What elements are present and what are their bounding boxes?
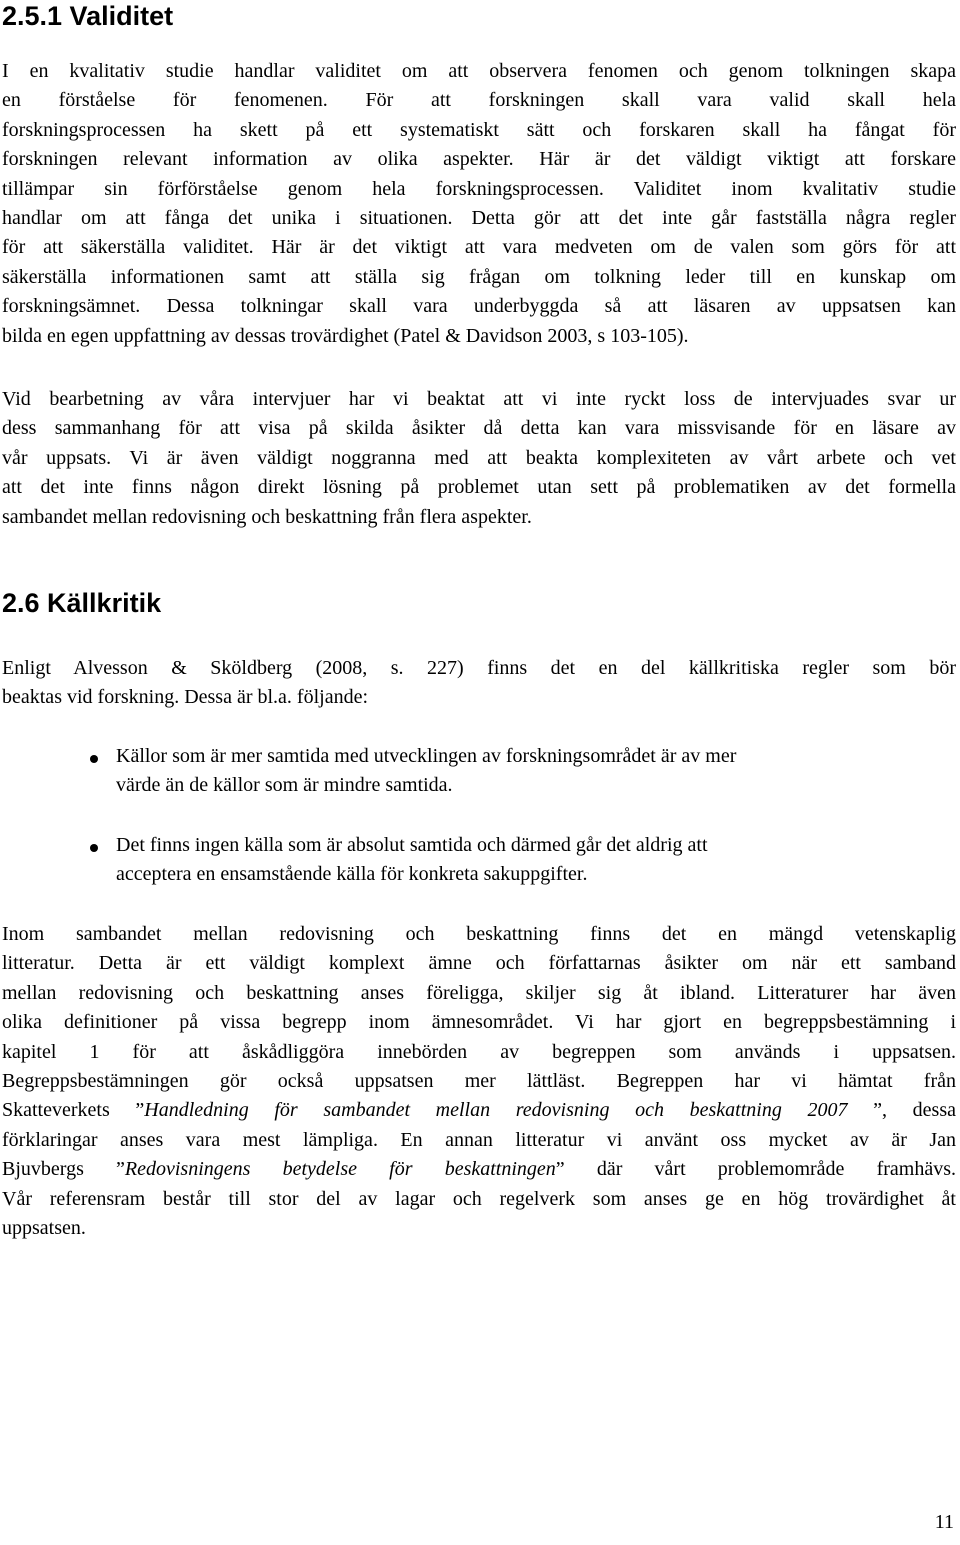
bullet-icon: [90, 844, 98, 852]
text-line: uppsatsen.: [2, 1216, 86, 1239]
text-line: I en kvalitativ studie handlar validitet om att observera fenomen och genom tolkningen skapa: [2, 60, 956, 82]
text-line: att det inte finns någon direkt lösning på problemet utan sett på problematiken av det formella: [2, 476, 956, 499]
section-heading-validitet: 2.5.1 Validitet: [2, 1, 174, 31]
text-line: Vid bearbetning av våra intervjuer har vi beaktat att vi inte ryckt loss de intervjuades svar ur: [2, 388, 956, 410]
text-line: litteratur. Detta är ett väldigt komplext ämne och författarnas åsikter om när ett samband: [2, 952, 956, 975]
text-line: Inom sambandet mellan redovisning och beskattning finns det en mängd vetenskaplig: [2, 923, 956, 945]
bullet-list: [0, 742, 960, 920]
text-line: Vår referensram består till stor del av lagar och regelverk som anses ge en hög trovärdighet åt: [2, 1187, 956, 1210]
text-fragment: Bjuvbergs ”: [2, 1158, 125, 1181]
text-line: Enligt Alvesson & Sköldberg (2008, s. 227) finns det en del källkritiska regler som bör: [2, 657, 956, 679]
page-number: 11: [934, 1511, 954, 1533]
text-line: forskningsämnet. Dessa tolkningar skall vara underbyggda så att läsaren av uppsatsen kan: [2, 295, 956, 318]
text-line: acceptera en ensamstående källa för konkreta sakuppgifter.: [116, 863, 588, 886]
text-line: värde än de källor som är mindre samtida.: [116, 774, 453, 797]
list-item-text: [116, 831, 916, 890]
bullet-icon: [90, 755, 98, 763]
paragraph-kallkritik-intro: [2, 654, 956, 713]
text-line: mellan redovisning och beskattning anses föreligga, skiljer sig åt ibland. Litteraturer har även: [2, 981, 956, 1004]
text-line: beaktas vid forskning. Dessa är bl.a. följande:: [2, 686, 369, 709]
text-line: vår uppsats. Vi är även väldigt noggranna med att beakta komplexiteten av vårt arbete och vet: [2, 446, 956, 469]
text-line: tillämpar sin förförståelse genom hela forskningsprocessen. Validitet inom kvalitativ studie: [2, 177, 956, 200]
text-line: bilda en egen uppfattning av dessas trovärdighet (Patel & Davidson 2003, s 103-105).: [2, 324, 689, 347]
text-line: forskningen relevant information av olika aspekter. Här är det väldigt viktigt att forskare: [2, 148, 956, 171]
text-line: Källor som är mer samtida med utvecklingen av forskningsområdet är av mer: [116, 745, 737, 767]
text-line: Det finns ingen källa som är absolut samtida och därmed går det aldrig att: [116, 834, 708, 856]
list-item: [0, 742, 960, 831]
text-line: dess sammanhang för att visa på skilda åsikter då detta kan vara missvisande för en läsare av: [2, 417, 956, 440]
text-fragment: ” där vårt problemområde framhävs.: [555, 1158, 957, 1181]
text-line: [2, 1096, 956, 1125]
text-line: säkerställa informationen samt att ställa sig frågan om tolkning leder till en kunskap om: [2, 265, 956, 288]
text-line: sambandet mellan redovisning och beskattning från flera aspekter.: [2, 505, 532, 528]
text-line: olika definitioner på vissa begrepp inom ämnesområdet. Vi har gjort en begreppsbestämning i: [2, 1011, 956, 1034]
text-fragment: Skatteverkets ”: [2, 1099, 145, 1122]
list-item-text: [116, 742, 916, 801]
section-heading-kallkritik: 2.6 Källkritik: [2, 588, 162, 618]
text-line: [2, 1155, 956, 1184]
italic-title: Handledning för sambandet mellan redovisning och beskattning 2007: [144, 1099, 848, 1122]
text-line: Begreppsbestämningen gör också uppsatsen mer lättläst. Begreppen har vi hämtat från: [2, 1069, 956, 1092]
paragraph-validitet-1: [2, 57, 956, 351]
text-line: handlar om att fånga det unika i situationen. Detta gör att det inte går fastställa några regler: [2, 206, 956, 229]
text-line: kapitel 1 för att åskådliggöra innebörden av begreppen som används i uppsatsen.: [2, 1040, 956, 1063]
text-line: en förståelse för fenomenen. För att forskningen skall vara valid skall hela: [2, 89, 956, 112]
text-line: förklaringar anses vara mest lämpliga. En annan litteratur vi använt oss mycket av är Jan: [2, 1128, 956, 1151]
list-item: [0, 831, 960, 920]
text-line: forskningsprocessen ha skett på ett systematiskt sätt och forskaren skall ha fångat för: [2, 118, 956, 141]
paragraph-validitet-2: [2, 385, 956, 532]
paragraph-kallkritik-main: [2, 920, 956, 1243]
text-line: för att säkerställa validitet. Här är det viktigt att vara medveten om de valen som görs för att: [2, 236, 956, 259]
text-fragment: ”, dessa: [847, 1099, 957, 1122]
italic-title: Redovisningens betydelse för beskattningen: [124, 1158, 556, 1181]
